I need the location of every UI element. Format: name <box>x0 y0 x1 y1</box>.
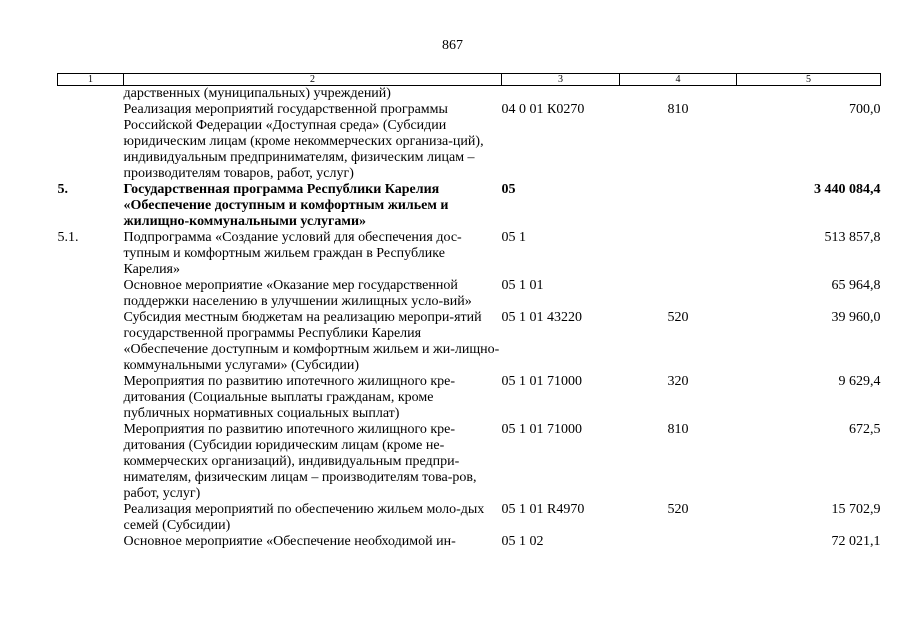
column-header-expense-type: 4 <box>620 74 737 86</box>
header-row <box>58 74 881 86</box>
row-number-cell <box>58 374 124 422</box>
row-target-code-cell: 05 1 01 71000 <box>501 374 582 389</box>
row-number-cell: 5. <box>57 182 68 197</box>
row-number-cell <box>58 86 124 103</box>
row-name-cell: Реализация мероприятий по обеспечению жильем моло-дых семей (Субсидии) <box>123 502 485 533</box>
row-target-code-cell: 05 1 <box>501 230 526 245</box>
row-number-cell <box>58 278 124 310</box>
column-header-name: 2 <box>124 74 502 86</box>
row-target-code-cell: 05 1 01 R4970 <box>501 502 585 517</box>
column-header-amount: 5 <box>737 74 881 86</box>
page-number: 867 <box>442 38 463 53</box>
row-amount-cell: 700,0 <box>849 102 881 117</box>
row-name-cell: Основное мероприятие «Обеспечение необходимой ин- <box>123 534 456 549</box>
row-target-code-cell <box>502 86 620 103</box>
table-body <box>58 86 881 551</box>
row-target-code-cell: 05 <box>501 182 516 197</box>
table-row <box>58 374 881 422</box>
row-amount-cell <box>737 86 881 103</box>
row-expense-type-cell <box>620 534 737 550</box>
row-name-cell: Мероприятия по развитию ипотечного жилищного кре-дитования (Социальные выплаты гражданам, кроме публичных нормативных социальных выплат) <box>123 374 456 421</box>
row-target-code-cell: 04 0 01 К0270 <box>501 102 585 117</box>
row-number-cell <box>58 534 124 550</box>
row-amount-cell: 672,5 <box>849 422 881 437</box>
row-expense-type-cell: 810 <box>667 422 689 437</box>
row-number-cell <box>58 102 124 182</box>
table-row <box>58 502 881 534</box>
row-expense-type-cell: 320 <box>667 374 689 389</box>
row-target-code-cell: 05 1 01 <box>501 278 544 293</box>
row-expense-type-cell <box>620 86 737 103</box>
row-name-cell: Государственная программа Республики Карелия «Обеспечение доступным и комфортным жильем и жилищно-коммунальными услугами» <box>123 182 449 229</box>
row-target-code-cell: 05 1 02 <box>501 534 544 549</box>
row-name-cell: Реализация мероприятий государственной программы Российской Федерации «Доступная среда» (Субсидии юридическим лицам (кроме некоммерческих организа-ций), индивидуальным предпринимателям, физическим лицам – производителям товаров, работ, услуг) <box>123 102 484 181</box>
row-amount-cell: 65 964,8 <box>831 278 881 293</box>
row-amount-cell: 72 021,1 <box>831 534 881 549</box>
row-name-cell: дарственных (муниципальных) учреждений) <box>123 86 391 101</box>
budget-table <box>57 73 881 550</box>
table-row <box>58 182 881 230</box>
column-header-target-code: 3 <box>502 74 620 86</box>
row-expense-type-cell: 520 <box>667 502 689 517</box>
row-amount-cell: 9 629,4 <box>838 374 881 389</box>
row-number-cell <box>58 310 124 374</box>
row-amount-cell: 15 702,9 <box>831 502 881 517</box>
row-name-cell: Основное мероприятие «Оказание мер государственной поддержки населению в улучшении жилищных усло-вий» <box>123 278 472 309</box>
row-number-cell: 5.1. <box>57 230 79 245</box>
row-name-cell: Мероприятия по развитию ипотечного жилищного кре-дитования (Субсидии юридическим лицам (кроме не-коммерческих организаций), индивидуальным предпри-нимателям, физическим лицам – производителям това-ров, работ, услуг) <box>123 422 477 501</box>
table-row <box>58 278 881 310</box>
row-expense-type-cell <box>620 278 737 310</box>
table-header <box>58 74 881 86</box>
table-row <box>58 534 881 550</box>
row-target-code-cell: 05 1 01 43220 <box>501 310 582 325</box>
table-row <box>58 422 881 502</box>
table-row <box>58 102 881 182</box>
row-number-cell <box>58 422 124 502</box>
row-name-cell: Субсидия местным бюджетам на реализацию меропри-ятий государственной программы Республики Карелия «Обеспечение доступным и комфортным жильем и жи-лищно-коммунальными услугами» (Субсидии) <box>123 310 500 373</box>
row-expense-type-cell <box>620 230 737 278</box>
row-name-cell: Подпрограмма «Создание условий для обеспечения дос-тупным и комфортным жильем граждан в Республике Карелия» <box>123 230 462 277</box>
column-header-number: 1 <box>58 74 124 86</box>
row-amount-cell: 513 857,8 <box>824 230 881 245</box>
row-expense-type-cell: 520 <box>667 310 689 325</box>
table-row <box>58 310 881 374</box>
table-row <box>58 86 881 103</box>
row-amount-cell: 39 960,0 <box>831 310 881 325</box>
row-amount-cell: 3 440 084,4 <box>814 182 881 197</box>
row-expense-type-cell: 810 <box>667 102 689 117</box>
row-expense-type-cell <box>620 182 737 230</box>
row-number-cell <box>58 502 124 534</box>
row-target-code-cell: 05 1 01 71000 <box>501 422 582 437</box>
table-row <box>58 230 881 278</box>
